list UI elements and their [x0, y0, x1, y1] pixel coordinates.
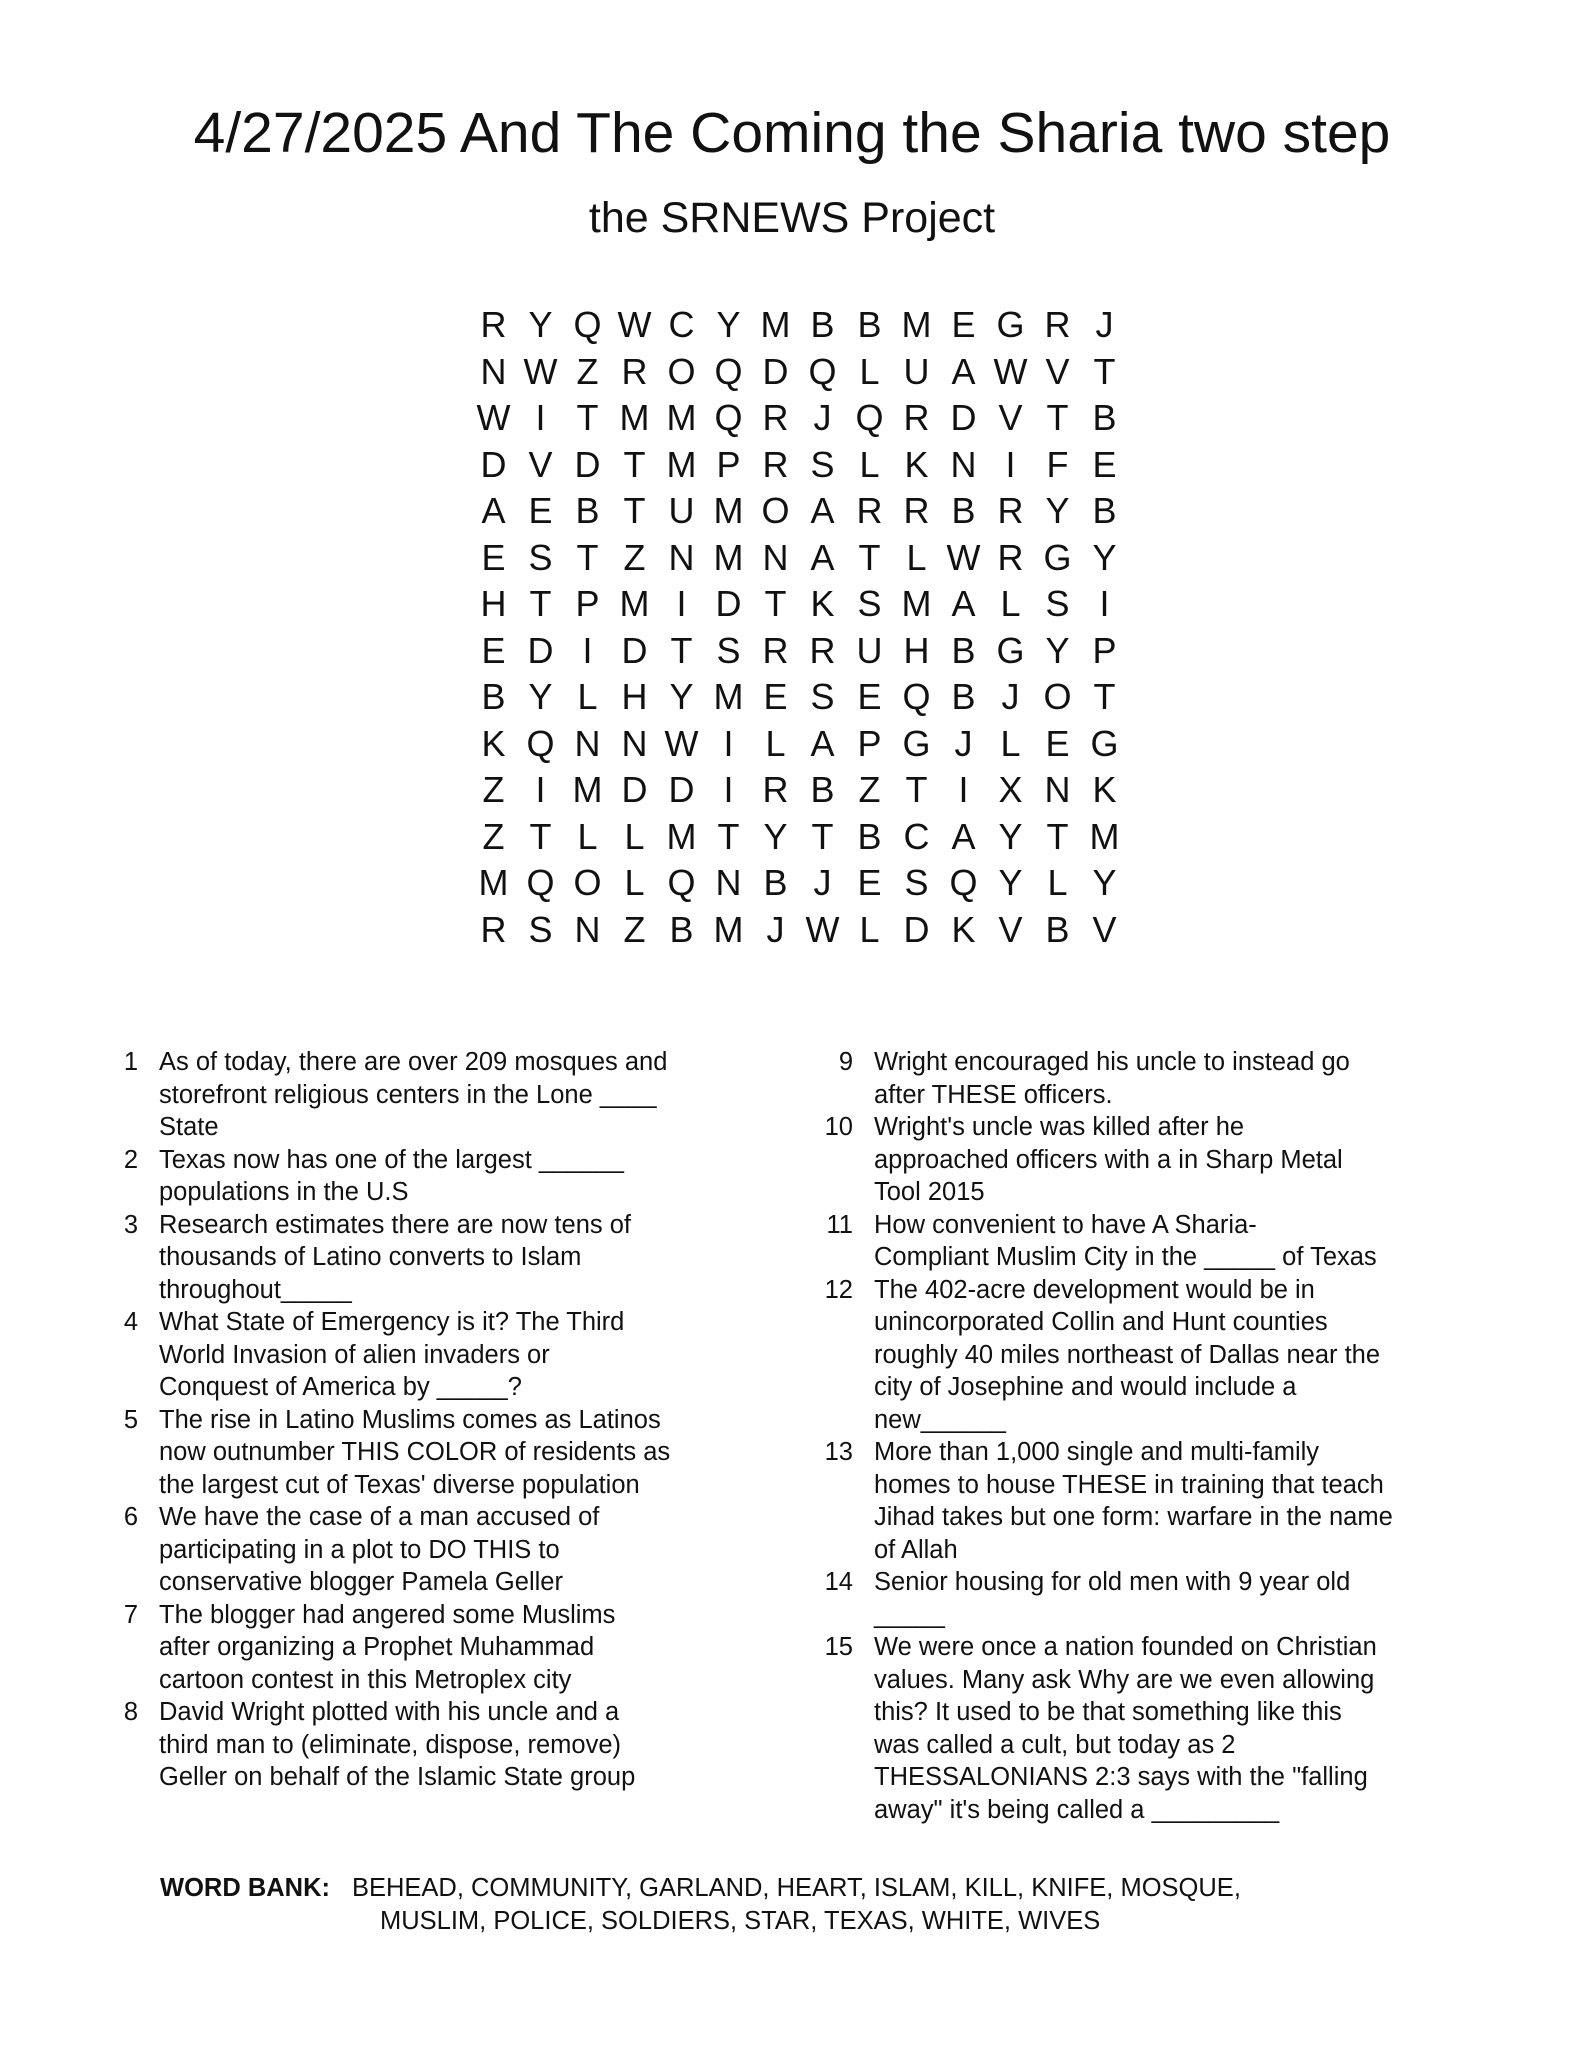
grid-cell[interactable]: D: [668, 769, 695, 810]
grid-cell[interactable]: J: [813, 397, 832, 438]
grid-cell[interactable]: K: [810, 583, 835, 624]
grid-cell[interactable]: E: [1092, 443, 1117, 485]
grid-cell[interactable]: O: [573, 862, 602, 903]
grid-cell[interactable]: S: [528, 908, 553, 950]
grid-cell[interactable]: M: [478, 862, 509, 903]
grid-cell[interactable]: D: [574, 443, 601, 485]
grid-cell[interactable]: S: [1045, 583, 1070, 624]
grid-cell[interactable]: S: [810, 676, 835, 717]
grid-cell[interactable]: G: [1090, 722, 1119, 764]
grid-cell[interactable]: J: [813, 862, 832, 903]
grid-cell[interactable]: R: [762, 397, 789, 438]
grid-cell[interactable]: V: [1045, 350, 1070, 392]
grid-cell[interactable]: B: [810, 769, 835, 810]
grid-cell[interactable]: W: [617, 304, 652, 345]
grid-cell[interactable]: P: [857, 722, 882, 764]
grid-cell[interactable]: O: [1043, 676, 1072, 717]
page-title: 4/27/2025 And The Coming the Sharia two step: [193, 101, 1391, 165]
grid-cell[interactable]: L: [624, 815, 645, 857]
grid-cell[interactable]: R: [762, 443, 789, 485]
grid-cell[interactable]: R: [480, 908, 507, 950]
grid-cell[interactable]: M: [619, 583, 650, 624]
grid-cell[interactable]: Q: [526, 862, 555, 903]
grid-cell[interactable]: B: [763, 862, 788, 903]
clue-text: The blogger had angered some Muslims after organizing a Prophet Muhammad cartoon contest in this Metroplex city: [159, 1600, 616, 1694]
grid-cell[interactable]: S: [528, 536, 553, 578]
clue-text: Senior housing for old men with 9 year old _____: [874, 1568, 1351, 1629]
grid-cell[interactable]: M: [713, 536, 744, 578]
grid-cell[interactable]: T: [1093, 350, 1116, 392]
clue-list-left: [120, 1046, 740, 1794]
grid-cell[interactable]: Z: [623, 908, 646, 950]
grid-cell[interactable]: M: [666, 443, 697, 485]
grid-cell[interactable]: Y: [528, 304, 553, 345]
grid-cell[interactable]: O: [761, 490, 790, 531]
grid-cell[interactable]: B: [810, 304, 835, 345]
grid-cell[interactable]: J: [954, 722, 973, 764]
grid-cell[interactable]: E: [481, 536, 506, 578]
word-bank-label: WORD BANK:: [160, 1874, 330, 1902]
grid-cell[interactable]: C: [668, 304, 695, 345]
grid-cell[interactable]: R: [997, 490, 1024, 531]
clue-number: 7: [123, 1600, 138, 1629]
grid-cell[interactable]: R: [903, 490, 930, 531]
grid-cell[interactable]: I: [1005, 443, 1016, 485]
clue-number: 10: [824, 1113, 853, 1141]
grid-cell[interactable]: B: [481, 676, 506, 717]
grid-cell[interactable]: G: [902, 722, 931, 764]
grid-cell[interactable]: Z: [482, 815, 505, 857]
grid-cell[interactable]: B: [951, 490, 976, 531]
word-bank: [160, 1872, 1460, 1938]
grid-cell[interactable]: Z: [858, 769, 881, 810]
clue-number: 4: [123, 1308, 138, 1336]
grid-cell[interactable]: M: [666, 815, 697, 857]
grid-cell[interactable]: Y: [716, 304, 741, 345]
clue-text: As of today, there are over 209 mosques and storefront religious centers in the Lone ____ State: [159, 1048, 668, 1141]
grid-cell[interactable]: R: [762, 769, 789, 810]
grid-cell[interactable]: Q: [855, 397, 884, 438]
grid-cell[interactable]: E: [951, 304, 976, 345]
grid-cell[interactable]: E: [528, 490, 553, 531]
clue-number: 12: [824, 1275, 853, 1304]
clue-number: 5: [123, 1405, 138, 1434]
clue-number: 1: [123, 1048, 138, 1076]
grid-cell[interactable]: Q: [949, 862, 978, 903]
clue-text: We have the case of a man accused of participating in a plot to DO THIS to conservative blogger Pamela Geller: [159, 1503, 600, 1596]
grid-cell[interactable]: B: [857, 815, 882, 857]
clue-text: More than 1,000 single and multi-family homes to house THESE in training that teach Jihad takes but one form: warfare in the name of Allah: [874, 1438, 1393, 1564]
grid-cell[interactable]: M: [901, 304, 932, 345]
grid-cell[interactable]: E: [857, 676, 882, 717]
clue-text: Wright's uncle was killed after he approached officers with a in Sharp Metal Tool 2015: [874, 1113, 1343, 1206]
grid-cell[interactable]: N: [480, 350, 507, 392]
clue-item: [810, 1436, 1450, 1566]
clue-text: How convenient to have A Sharia- Compliant Muslim City in the _____ of Texas: [874, 1210, 1377, 1271]
clue-number: 9: [838, 1048, 853, 1076]
grid-cell[interactable]: R: [856, 490, 883, 531]
grid-cell[interactable]: D: [715, 583, 742, 624]
grid-cell[interactable]: Y: [669, 676, 694, 717]
clue-text: The 402-acre development would be in unincorporated Collin and Hunt counties roughly 40 miles northeast of Dallas near the city of Josephine and would include a new______: [874, 1275, 1381, 1434]
clue-item: [120, 1599, 740, 1697]
clue-text: The rise in Latino Muslims comes as Latinos now outnumber THIS COLOR of residents as the largest cut of Texas' diverse population: [159, 1405, 671, 1499]
clue-item: [120, 1209, 740, 1307]
grid-cell[interactable]: E: [1045, 722, 1070, 764]
grid-cell[interactable]: T: [623, 443, 646, 485]
clue-item: [810, 1631, 1450, 1826]
grid-cell[interactable]: T: [1046, 815, 1069, 857]
grid-cell[interactable]: Y: [1092, 536, 1117, 578]
grid-cell[interactable]: A: [951, 350, 976, 392]
grid-cell[interactable]: L: [859, 908, 880, 950]
clue-item: [120, 1501, 740, 1599]
clue-list-right: [810, 1046, 1450, 1826]
grid-cell[interactable]: X: [998, 769, 1023, 810]
grid-cell[interactable]: L: [765, 722, 786, 764]
grid-cell[interactable]: J: [1001, 676, 1020, 717]
grid-cell[interactable]: K: [904, 443, 929, 485]
grid-cell[interactable]: N: [950, 443, 977, 485]
clue-item: [810, 1209, 1450, 1274]
grid-cell[interactable]: T: [576, 397, 599, 438]
grid-cell[interactable]: L: [906, 536, 927, 578]
grid-cell[interactable]: H: [621, 676, 648, 717]
grid-cell[interactable]: L: [577, 676, 598, 717]
grid-cell[interactable]: I: [723, 722, 734, 764]
grid-cell[interactable]: I: [723, 769, 734, 810]
grid-cell[interactable]: T: [905, 769, 928, 810]
grid-cell[interactable]: Q: [714, 397, 743, 438]
grid-cell[interactable]: N: [574, 722, 601, 764]
grid-cell[interactable]: Q: [667, 862, 696, 903]
grid-cell[interactable]: T: [764, 583, 787, 624]
grid-cell[interactable]: Y: [998, 862, 1023, 903]
clue-item: [120, 1404, 740, 1502]
grid-cell[interactable]: U: [668, 490, 695, 531]
grid-cell[interactable]: M: [713, 676, 744, 717]
grid-cell[interactable]: Y: [1045, 629, 1070, 671]
grid-cell[interactable]: Y: [1092, 862, 1117, 903]
grid-cell[interactable]: W: [523, 350, 558, 392]
clue-text: We were once a nation founded on Christian values. Many ask Why are we even allowing this? It used to be that something like this was called a cult, but today as 2 THESSALONIANS 2:3 says with the "falling away" it's being called a _________: [874, 1633, 1377, 1824]
grid-cell[interactable]: Z: [482, 769, 505, 810]
grid-cell[interactable]: I: [535, 769, 546, 810]
grid-cell[interactable]: R: [621, 350, 648, 392]
grid-cell[interactable]: E: [763, 676, 788, 717]
page-subtitle: the SRNEWS Project: [588, 194, 996, 242]
clue-number: 13: [824, 1438, 853, 1466]
grid-cell[interactable]: A: [481, 490, 506, 531]
clue-number: 11: [826, 1210, 853, 1239]
grid-cell[interactable]: A: [810, 536, 835, 578]
grid-cell[interactable]: R: [903, 397, 930, 438]
grid-cell[interactable]: S: [810, 443, 835, 485]
grid-cell[interactable]: Z: [576, 350, 599, 392]
grid-cell[interactable]: L: [1000, 583, 1021, 624]
grid-cell[interactable]: Q: [573, 304, 602, 345]
word-search-grid[interactable]: [470, 302, 1128, 953]
grid-cell[interactable]: O: [667, 350, 696, 392]
grid-cell[interactable]: P: [716, 443, 741, 485]
grid-cell[interactable]: V: [998, 397, 1023, 438]
grid-cell[interactable]: N: [668, 536, 695, 578]
word-bank-line-2: MUSLIM, POLICE, SOLDIERS, STAR, TEXAS, WHITE, WIVES: [380, 1907, 1101, 1935]
grid-cell[interactable]: J: [766, 908, 785, 950]
clue-item: [810, 1274, 1450, 1437]
grid-cell[interactable]: U: [856, 629, 883, 671]
grid-cell[interactable]: A: [810, 490, 835, 531]
grid-cell[interactable]: T: [623, 490, 646, 531]
grid-cell[interactable]: G: [1043, 536, 1072, 578]
grid-cell[interactable]: M: [713, 908, 744, 950]
grid-cell[interactable]: Q: [714, 350, 743, 392]
grid-cell[interactable]: S: [857, 583, 882, 624]
grid-cell[interactable]: Q: [808, 350, 837, 392]
grid-cell[interactable]: D: [527, 629, 554, 671]
grid-cell[interactable]: B: [575, 490, 600, 531]
grid-cell[interactable]: D: [903, 908, 930, 950]
grid-cell[interactable]: W: [476, 397, 511, 438]
grid-cell[interactable]: B: [951, 676, 976, 717]
grid-cell[interactable]: L: [624, 862, 645, 903]
grid-cell[interactable]: B: [1092, 490, 1117, 531]
grid-cell[interactable]: T: [858, 536, 881, 578]
grid-cell[interactable]: H: [903, 629, 930, 671]
grid-cell[interactable]: M: [572, 769, 603, 810]
grid-cell[interactable]: P: [575, 583, 600, 624]
grid-cell[interactable]: C: [903, 815, 930, 857]
grid-cell[interactable]: W: [805, 908, 840, 950]
grid-cell[interactable]: Y: [528, 676, 553, 717]
clue-number: 15: [824, 1633, 853, 1661]
grid-cell[interactable]: Y: [998, 815, 1023, 857]
grid-cell[interactable]: G: [996, 304, 1025, 345]
grid-cell[interactable]: D: [762, 350, 789, 392]
clue-item: [120, 1046, 740, 1144]
clue-item: [810, 1566, 1450, 1631]
grid-cell[interactable]: T: [1093, 676, 1116, 717]
grid-cell[interactable]: R: [762, 629, 789, 671]
grid-cell[interactable]: T: [811, 815, 834, 857]
grid-cell[interactable]: Z: [623, 536, 646, 578]
grid-cell[interactable]: I: [1099, 583, 1110, 624]
grid-cell[interactable]: L: [859, 350, 880, 392]
clue-number: 6: [123, 1503, 138, 1531]
grid-cell[interactable]: U: [903, 350, 930, 392]
grid-cell[interactable]: A: [951, 583, 976, 624]
grid-cell[interactable]: F: [1046, 443, 1069, 485]
grid-cell[interactable]: M: [760, 304, 791, 345]
grid-cell[interactable]: B: [857, 304, 882, 345]
grid-cell[interactable]: Y: [1045, 490, 1070, 531]
grid-cell[interactable]: A: [810, 722, 835, 764]
grid-cell[interactable]: V: [528, 443, 553, 485]
clue-text: Wright encouraged his uncle to instead go after THESE officers.: [874, 1048, 1350, 1109]
grid-cell[interactable]: L: [1047, 862, 1068, 903]
grid-cell[interactable]: T: [717, 815, 740, 857]
grid-cell[interactable]: E: [857, 862, 882, 903]
grid-cell[interactable]: D: [621, 769, 648, 810]
grid-cell[interactable]: L: [1000, 722, 1021, 764]
grid-cell[interactable]: Y: [763, 815, 788, 857]
clue-number: 8: [123, 1698, 138, 1726]
grid-cell[interactable]: B: [1092, 397, 1117, 438]
clue-text: Research estimates there are now tens of thousands of Latino converts to Islam throughout_____: [159, 1210, 631, 1304]
grid-cell[interactable]: M: [1089, 815, 1120, 857]
grid-cell[interactable]: R: [1044, 304, 1071, 345]
clue-number: 2: [123, 1145, 138, 1174]
grid-cell[interactable]: B: [951, 629, 976, 671]
grid-cell[interactable]: K: [1092, 769, 1117, 810]
grid-cell[interactable]: R: [480, 304, 507, 345]
grid-cell[interactable]: J: [1095, 304, 1114, 345]
grid-cell[interactable]: M: [666, 397, 697, 438]
grid-cell[interactable]: D: [950, 397, 977, 438]
grid-cell[interactable]: E: [481, 629, 506, 671]
grid-cell[interactable]: H: [480, 583, 507, 624]
grid-cell[interactable]: Q: [902, 676, 931, 717]
clue-number: 3: [123, 1210, 138, 1239]
clue-item: [810, 1111, 1450, 1209]
grid-cell[interactable]: N: [1044, 769, 1071, 810]
grid-cell[interactable]: V: [998, 908, 1023, 950]
clue-item: [120, 1144, 740, 1209]
grid-cell[interactable]: W: [993, 350, 1028, 392]
clue-item: [810, 1046, 1450, 1111]
clue-item: [120, 1306, 740, 1404]
grid-cell[interactable]: T: [670, 629, 693, 671]
grid-cell[interactable]: N: [715, 862, 742, 903]
grid-cell[interactable]: L: [577, 815, 598, 857]
grid-cell[interactable]: B: [669, 908, 694, 950]
grid-cell[interactable]: V: [1092, 908, 1117, 950]
clue-number: 14: [824, 1568, 853, 1596]
clue-item: [120, 1696, 740, 1794]
grid-cell[interactable]: T: [576, 536, 599, 578]
clue-text: David Wright plotted with his uncle and a third man to (eliminate, dispose, remove) Geller on behalf of the Islamic State group: [159, 1698, 636, 1791]
grid-cell[interactable]: N: [574, 908, 601, 950]
grid-cell[interactable]: B: [1045, 908, 1070, 950]
grid-cell[interactable]: T: [1046, 397, 1069, 438]
grid-cell[interactable]: L: [859, 443, 880, 485]
word-bank-line-1: BEHEAD, COMMUNITY, GARLAND, HEART, ISLAM, KILL, KNIFE, MOSQUE,: [351, 1874, 1241, 1902]
grid-cell[interactable]: A: [951, 815, 976, 857]
grid-cell[interactable]: T: [529, 815, 552, 857]
grid-cell[interactable]: M: [901, 583, 932, 624]
grid-cell[interactable]: I: [582, 629, 593, 671]
grid-cell[interactable]: W: [946, 536, 981, 578]
grid-cell[interactable]: T: [529, 583, 552, 624]
grid-cell[interactable]: M: [619, 397, 650, 438]
grid-cell[interactable]: G: [996, 629, 1025, 671]
grid-cell[interactable]: R: [997, 536, 1024, 578]
grid-cell[interactable]: N: [762, 536, 789, 578]
grid-cell[interactable]: M: [713, 490, 744, 531]
grid-cell[interactable]: N: [621, 722, 648, 764]
grid-cell[interactable]: S: [904, 862, 929, 903]
grid-cell[interactable]: D: [621, 629, 648, 671]
clue-text: What State of Emergency is it? The Third World Invasion of alien invaders or Conquest of America by _____?: [159, 1308, 625, 1401]
grid-cell[interactable]: K: [951, 908, 976, 950]
grid-cell[interactable]: I: [676, 583, 687, 624]
grid-cell[interactable]: R: [809, 629, 836, 671]
grid-cell[interactable]: K: [481, 722, 506, 764]
clue-text: Texas now has one of the largest ______ populations in the U.S: [159, 1145, 624, 1206]
grid-cell[interactable]: D: [480, 443, 507, 485]
grid-cell[interactable]: I: [958, 769, 969, 810]
grid-cell[interactable]: Q: [526, 722, 555, 764]
grid-cell[interactable]: W: [664, 722, 699, 764]
grid-cell[interactable]: P: [1092, 629, 1117, 671]
grid-cell[interactable]: S: [716, 629, 741, 671]
grid-cell[interactable]: I: [535, 397, 546, 438]
